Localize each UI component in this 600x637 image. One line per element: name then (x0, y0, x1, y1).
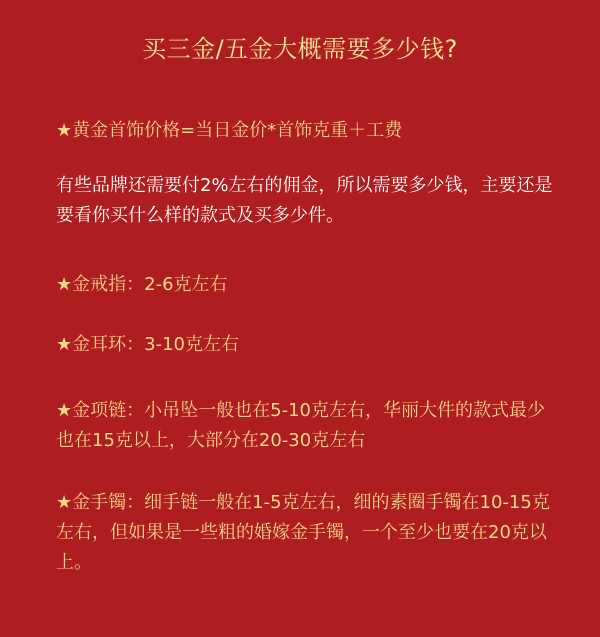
item-gold-ring: ★金戒指：2-6克左右 (56, 274, 228, 295)
intro-paragraph: 有些品牌还需要付2%左右的佣金，所以需要多少钱，主要还是要看你买什么样的款式及买多少件。 (56, 175, 553, 226)
price-formula: ★黄金首饰价格=当日金价*首饰克重＋工费 (56, 120, 403, 141)
item-gold-bracelet: ★金手镯：细手链一般在1-5克左右，细的素圈手镯在10-15克左右，但如果是一些粗的婚嫁金手镯，一个至少也要在20克以上。 (56, 492, 550, 573)
item-gold-necklace: ★金项链：小吊坠一般也在5-10克左右，华丽大件的款式最少也在15克以上，大部分在20-30克左右 (56, 400, 545, 451)
page-title: 买三金/五金大概需要多少钱? (142, 35, 458, 63)
item-gold-earring: ★金耳环：3-10克左右 (56, 334, 239, 355)
